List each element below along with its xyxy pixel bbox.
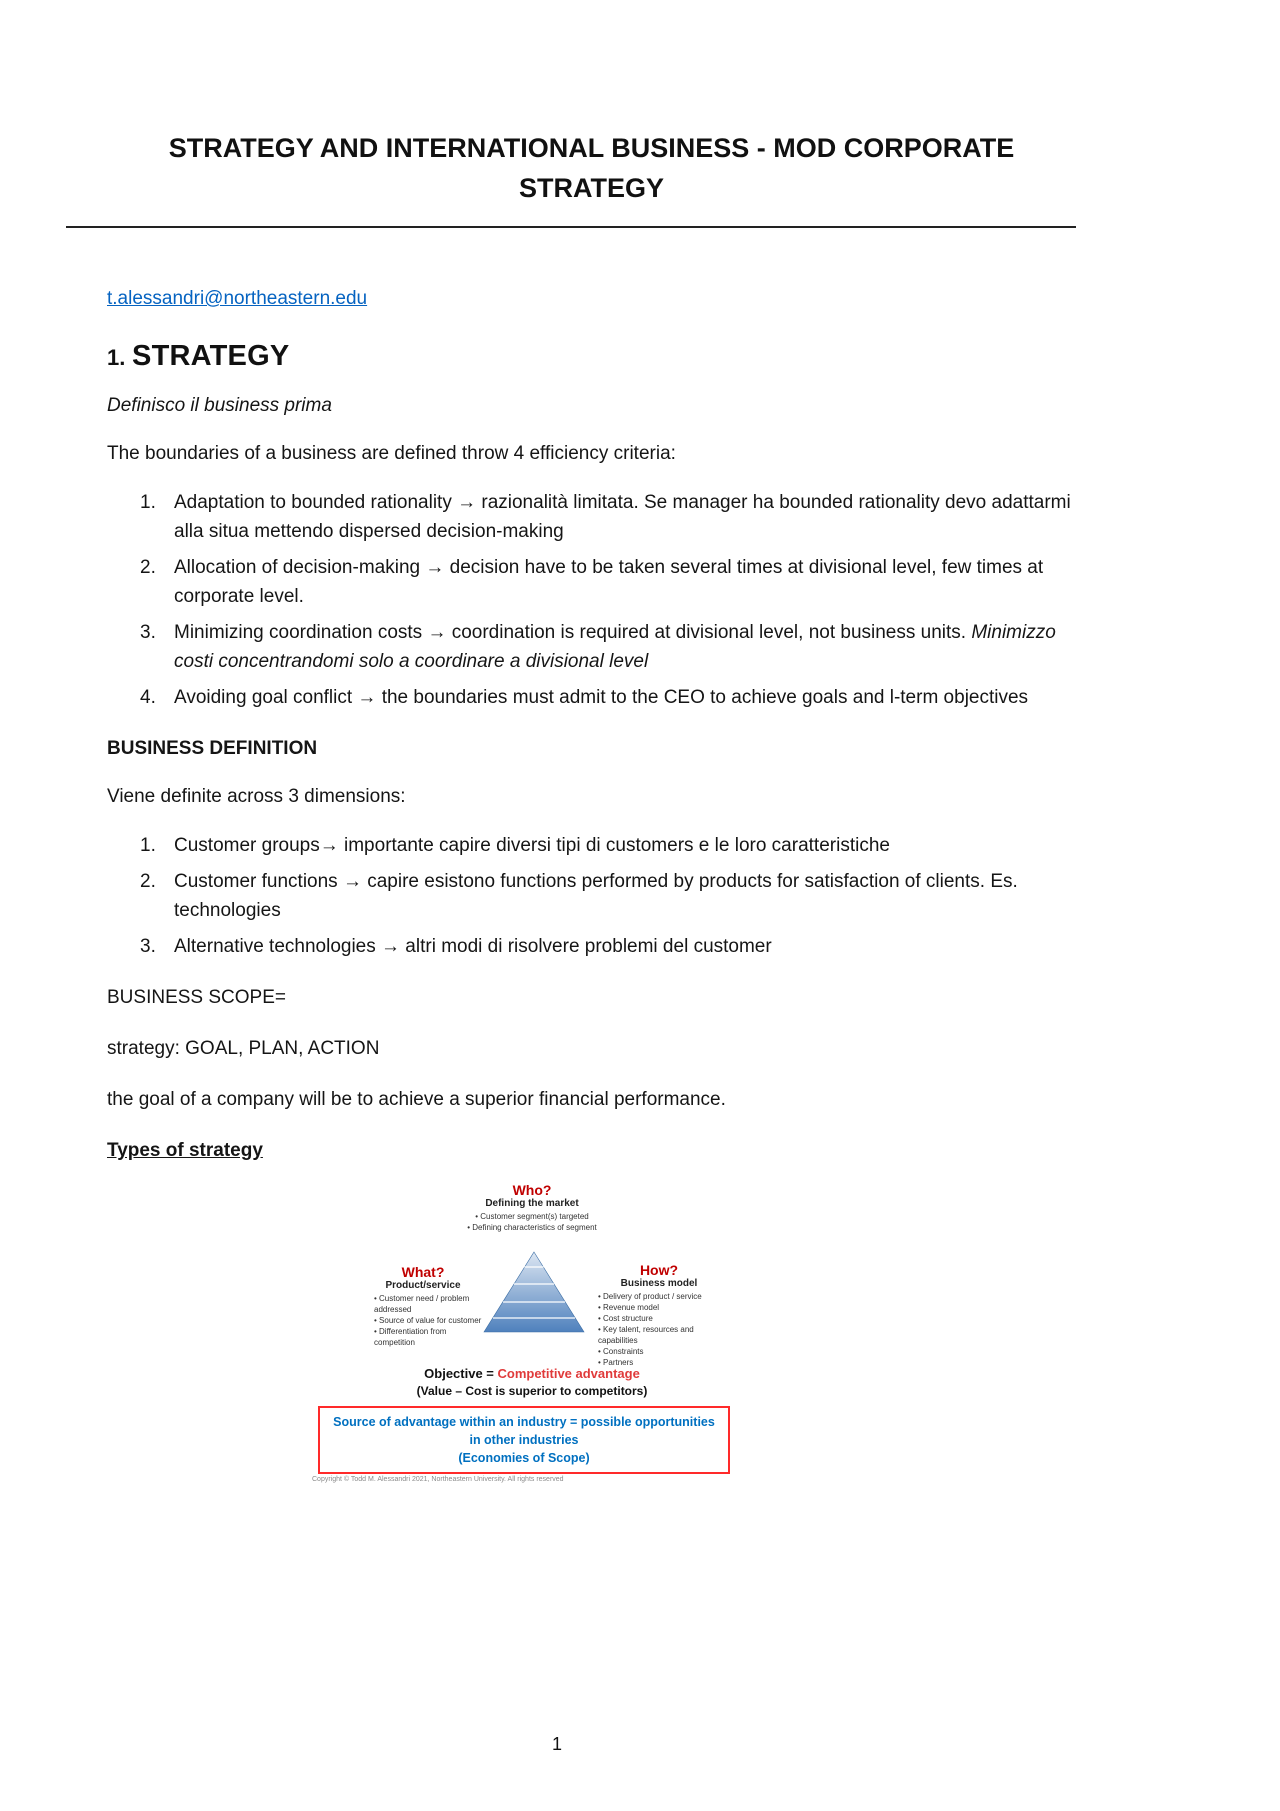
section-number: 1.	[107, 345, 126, 370]
title-divider	[66, 226, 1076, 228]
diagram-bullet: • Key talent, resources and capabilities	[598, 1324, 734, 1346]
how-subtitle: Business model	[620, 1278, 698, 1289]
diagram-bullet: • Source of value for customer	[374, 1315, 482, 1326]
list-item	[107, 831, 1076, 860]
list-number: 3.	[140, 622, 156, 643]
scope-box-line: in other industries	[469, 1433, 579, 1447]
list-text: Adaptation to bounded rationality → razionalità limitata. Se manager ha bounded rationality devo adattarmi alla situa mettendo dispersed decision-making	[174, 492, 1071, 542]
list-number: 2.	[140, 557, 156, 578]
pyramid-icon	[482, 1250, 586, 1334]
diagram-bullet: • Defining characteristics of segment	[312, 1222, 752, 1233]
list-number: 1.	[140, 492, 156, 513]
strategy-goal-plan-action-line: strategy: GOAL, PLAN, ACTION	[107, 1038, 380, 1059]
objective-value: Competitive advantage	[497, 1366, 640, 1381]
how-bullets	[584, 1291, 734, 1368]
what-bullets	[364, 1293, 482, 1348]
diagram-bullet: • Differentiation from competition	[374, 1326, 482, 1348]
diagram-bullet: • Partners	[598, 1357, 734, 1368]
how-title: How?	[639, 1262, 679, 1278]
business-scope-line: BUSINESS SCOPE=	[107, 987, 286, 1008]
objective-label: Objective =	[424, 1366, 498, 1381]
list-item	[107, 488, 1076, 546]
objective-subline: (Value – Cost is superior to competitors)	[416, 1384, 648, 1398]
page-number: 1	[551, 1734, 562, 1754]
diagram-copyright: Copyright © Todd M. Alessandri 2021, Northeastern University. All rights reserved	[312, 1476, 564, 1483]
list-number: 2.	[140, 871, 156, 892]
dimensions-intro: Viene definite across 3 dimensions:	[107, 786, 406, 807]
objective-line	[312, 1366, 752, 1381]
lead-italic-note: Definisco il business prima	[107, 395, 332, 416]
economies-of-scope-box	[318, 1406, 730, 1474]
list-number: 4.	[140, 687, 156, 708]
list-item	[107, 683, 1076, 712]
section-title: STRATEGY	[132, 340, 290, 372]
who-bullets	[312, 1211, 752, 1233]
criteria-intro: The boundaries of a business are defined throw 4 efficiency criteria:	[107, 443, 676, 464]
who-subtitle: Defining the market	[485, 1198, 579, 1209]
dimensions-list	[107, 831, 1076, 961]
diagram-bullet: • Customer need / problem addressed	[374, 1293, 482, 1315]
diagram-bullet: • Constraints	[598, 1346, 734, 1357]
list-text: Avoiding goal conflict → the boundaries must admit to the CEO to achieve goals and l-term objectives	[174, 687, 1029, 708]
diagram-who-block	[312, 1182, 752, 1233]
list-item	[107, 553, 1076, 611]
types-of-strategy-heading: Types of strategy	[107, 1140, 263, 1161]
scope-box-line: (Economies of Scope)	[458, 1451, 590, 1465]
scope-box-line: Source of advantage within an industry = possible opportunities	[333, 1415, 715, 1429]
list-item	[107, 867, 1076, 925]
list-item	[107, 618, 1076, 676]
diagram-how-block	[584, 1262, 734, 1368]
business-definition-heading: BUSINESS DEFINITION	[107, 738, 318, 759]
diagram-bullet: • Revenue model	[598, 1302, 734, 1313]
list-item	[107, 932, 1076, 961]
diagram-what-block	[364, 1264, 482, 1348]
list-number: 3.	[140, 936, 156, 957]
diagram-bullet: • Delivery of product / service	[598, 1291, 734, 1302]
list-text: Customer functions → capire esistono functions performed by products for satisfaction of clients. Es. technologies	[174, 871, 1018, 921]
what-subtitle: Product/service	[385, 1280, 461, 1291]
list-text: Alternative technologies → altri modi di risolvere problemi del customer	[174, 936, 772, 957]
list-text: Minimizing coordination costs → coordination is required at divisional level, not business units. Minimizzo costi concentrandomi solo a coordinare a divisional level	[174, 622, 1056, 672]
document-title: STRATEGY AND INTERNATIONAL BUSINESS - MOD CORPORATE STRATEGY	[168, 133, 1015, 203]
goal-line: the goal of a company will be to achieve a superior financial performance.	[107, 1089, 726, 1110]
email-link[interactable]: t.alessandri@northeastern.edu	[107, 288, 368, 309]
strategy-diagram	[312, 1180, 752, 1485]
efficiency-criteria-list	[107, 488, 1076, 712]
list-number: 1.	[140, 835, 156, 856]
diagram-bullet: • Customer segment(s) targeted	[312, 1211, 752, 1222]
list-text: Customer groups→ importante capire diversi tipi di customers e le loro caratteristiche	[174, 835, 890, 856]
who-title: Who?	[512, 1182, 552, 1198]
section-heading-strategy	[107, 340, 1076, 373]
list-text: Allocation of decision-making → decision have to be taken several times at divisional level, few times at corporate level.	[174, 557, 1044, 607]
diagram-bullet: • Cost structure	[598, 1313, 734, 1324]
what-title: What?	[401, 1264, 445, 1280]
